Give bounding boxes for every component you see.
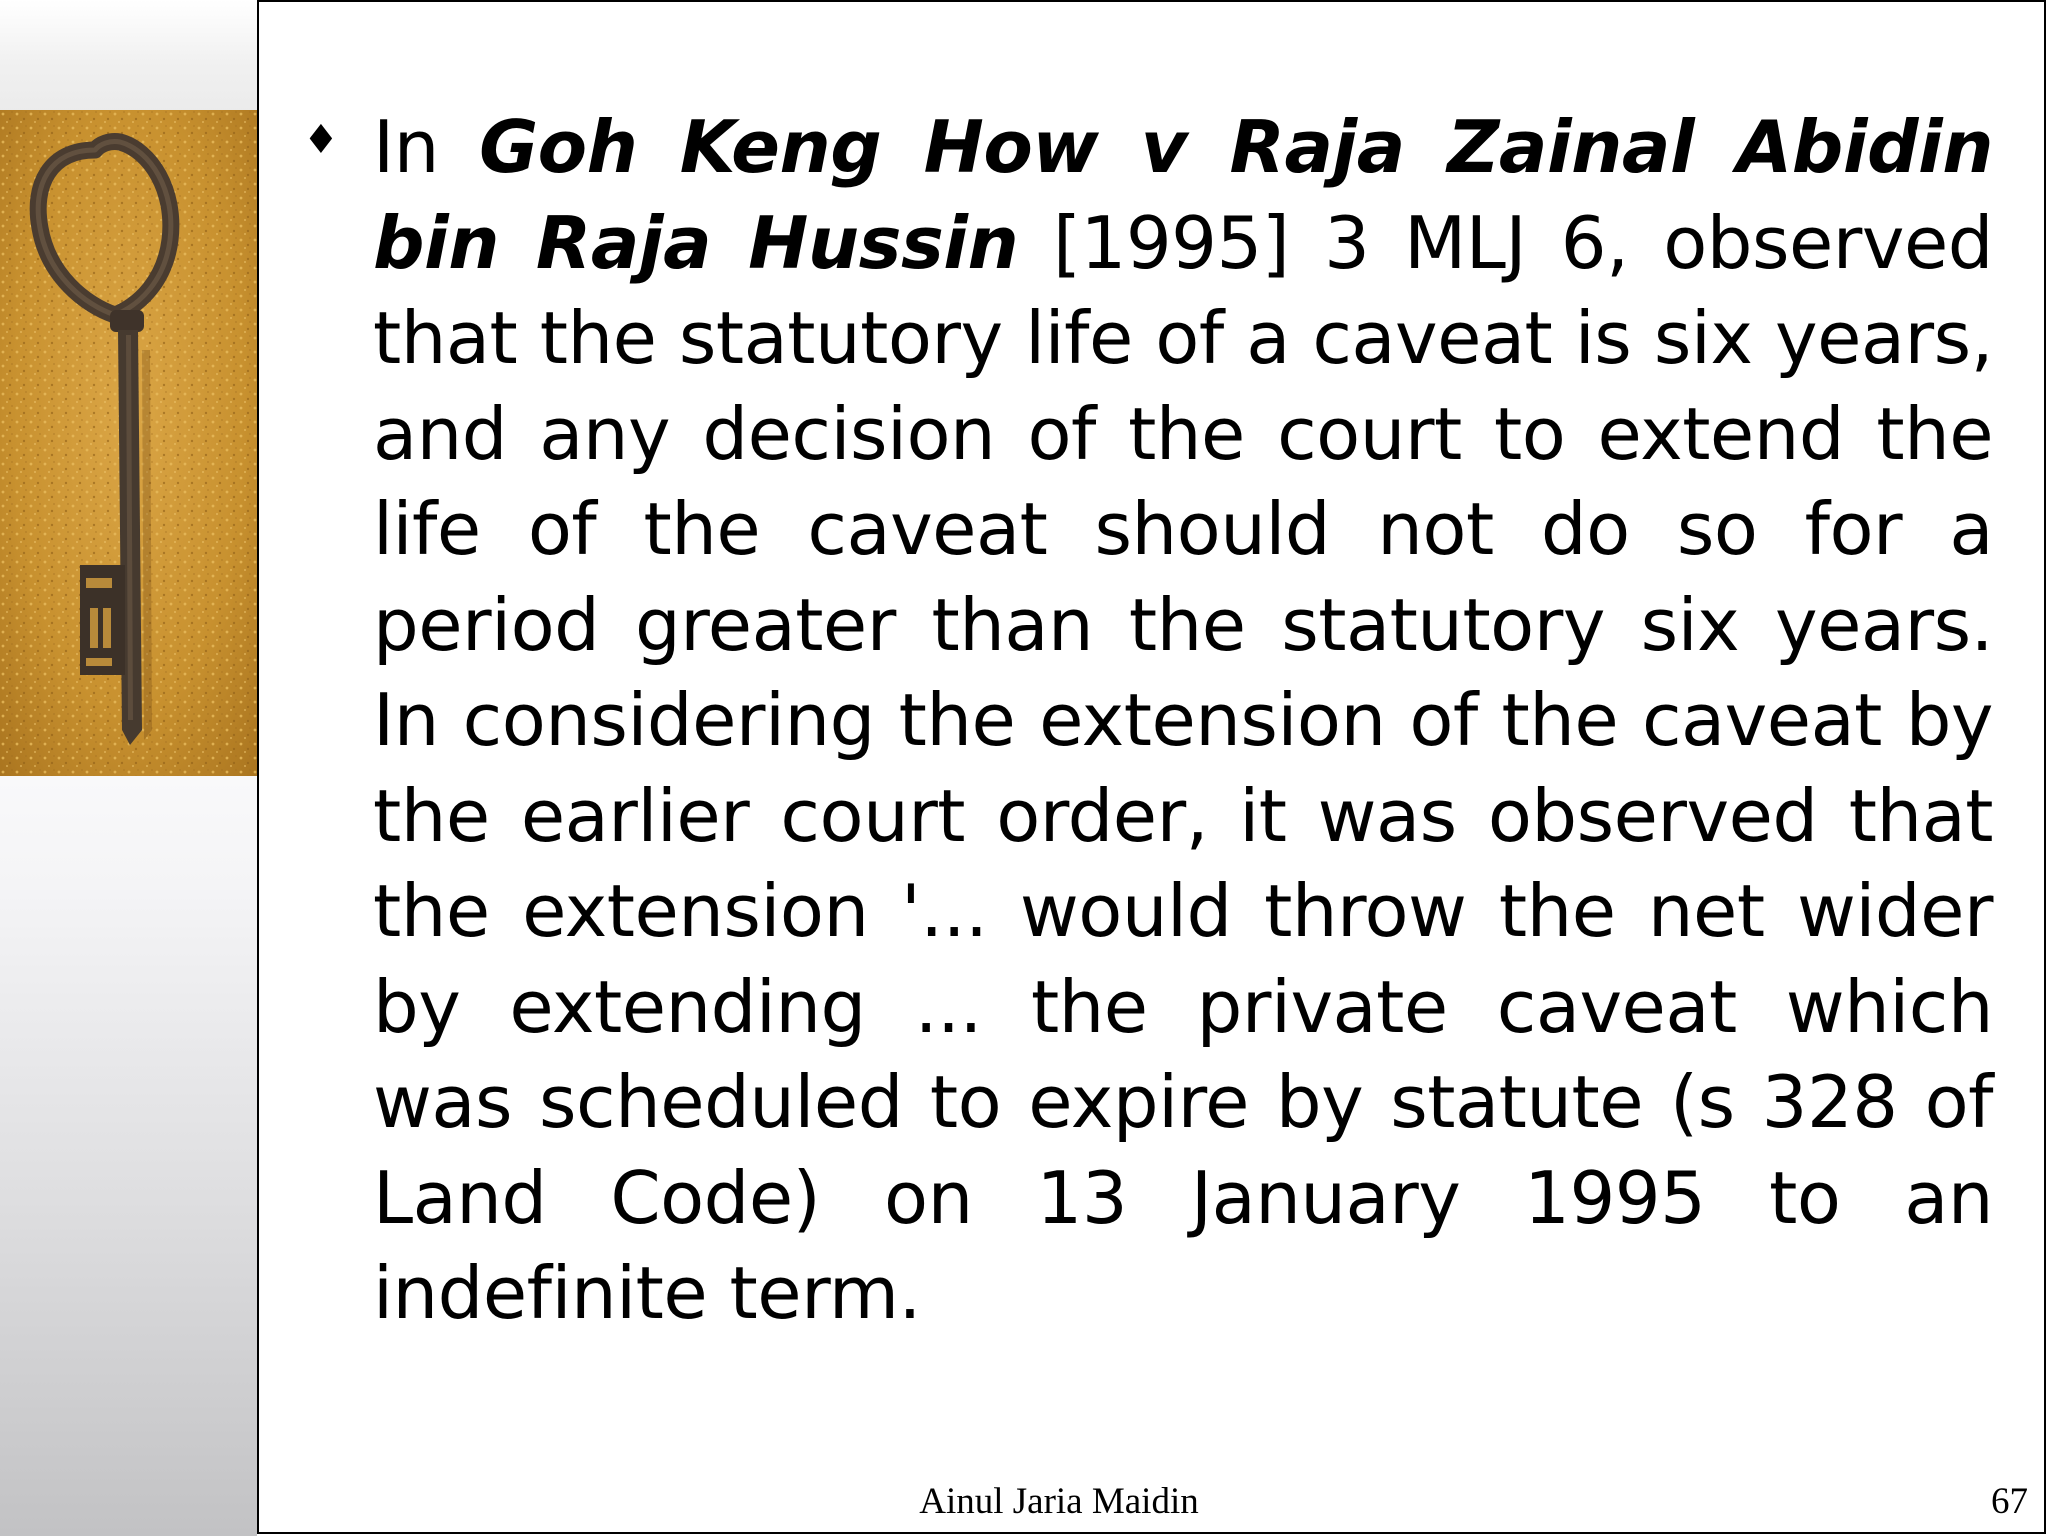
- bullet-text: [373, 100, 1993, 1342]
- old-key-image: [0, 110, 257, 776]
- diamond-bullet-icon: ♦: [303, 117, 339, 163]
- footer-author: Ainul Jaria Maidin: [919, 1481, 1199, 1522]
- bullet-lead: In: [373, 105, 480, 189]
- bullet-body: [1995] 3 MLJ 6, observed that the statutory life of a caveat is six years, and any decision of the court to extend the life of the caveat should not do so for a period greater than the statutory six years. In considering the extension of the caveat by the earlier court order, it was observed that the extension '... would throw the net wider by extending ... the private caveat which was scheduled to expire by statute (s 328 of Land Code) on 13 January 1995 to an indefinite term.: [373, 200, 1993, 1335]
- page-number: 67: [1991, 1481, 2028, 1522]
- case-name: Goh Keng How v Raja Zainal Abidin bin Raja Hussin: [373, 105, 1993, 285]
